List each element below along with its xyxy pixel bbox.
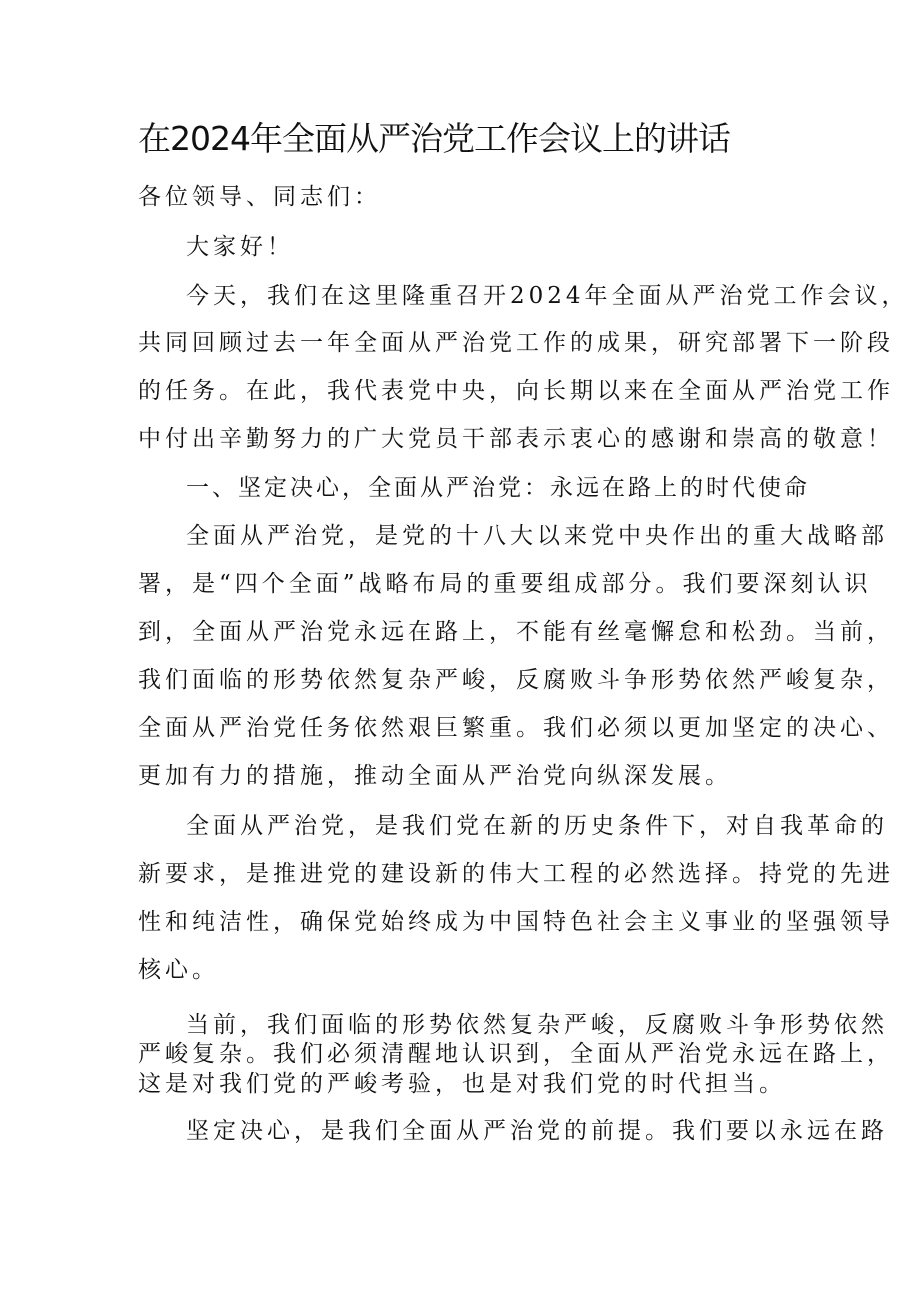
- section-heading-1: 一、坚定决心，全面从严治党：永远在路上的时代使命: [186, 475, 810, 501]
- paragraph-3-line-2: 新要求，是推进党的建设新的伟大工程的必然选择。持党的先进: [138, 861, 894, 887]
- paragraph-1-line-2: 共同回顾过去一年全面从严治党工作的成果，研究部署下一阶段: [138, 330, 894, 356]
- paragraph-5-line-1: 坚定决心，是我们全面从严治党的前提。我们要以永远在路: [186, 1118, 888, 1144]
- greeting-line: 大家好！: [186, 234, 294, 260]
- paragraph-1-line-4: 中付出辛勤努力的广大党员干部表示衷心的感谢和崇高的敬意！: [138, 426, 894, 452]
- document-title: 在2024年全面从严治党工作会议上的讲话: [138, 119, 730, 158]
- salutation-line: 各位领导、同志们：: [138, 184, 381, 210]
- paragraph-2-line-3: 到，全面从严治党永远在路上，不能有丝毫懈怠和松劲。当前，: [138, 619, 894, 645]
- paragraph-2-line-4: 我们面临的形势依然复杂严峻，反腐败斗争形势依然严峻复杂，: [138, 667, 894, 693]
- paragraph-4-line-2: 严峻复杂。我们必须清醒地认识到，全面从严治党永远在路上，: [138, 1041, 894, 1067]
- paragraph-3-line-3: 性和纯洁性，确保党始终成为中国特色社会主义事业的坚强领导: [138, 909, 894, 935]
- paragraph-3-line-1: 全面从严治党，是我们党在新的历史条件下，对自我革命的: [186, 813, 888, 839]
- paragraph-2-line-5: 全面从严治党任务依然艰巨繁重。我们必须以更加坚定的决心、: [138, 715, 894, 741]
- paragraph-2-line-1: 全面从严治党，是党的十八大以来党中央作出的重大战略部: [186, 523, 888, 549]
- paragraph-2-line-2: 署，是“四个全面”战略布局的重要组成部分。我们要深刻认识: [138, 571, 872, 597]
- paragraph-4-line-1: 当前，我们面临的形势依然复杂严峻，反腐败斗争形势依然: [186, 1012, 888, 1038]
- paragraph-3-line-4: 核心。: [138, 957, 219, 983]
- paragraph-2-line-6: 更加有力的措施，推动全面从严治党向纵深发展。: [138, 763, 732, 789]
- paragraph-1-line-1: 今天，我们在这里隆重召开2024年全面从严治党工作会议，: [186, 283, 909, 309]
- paragraph-4-line-3: 这是对我们党的严峻考验，也是对我们党的时代担当。: [138, 1071, 786, 1097]
- paragraph-1-line-3: 的任务。在此，我代表党中央，向长期以来在全面从严治党工作: [138, 378, 894, 404]
